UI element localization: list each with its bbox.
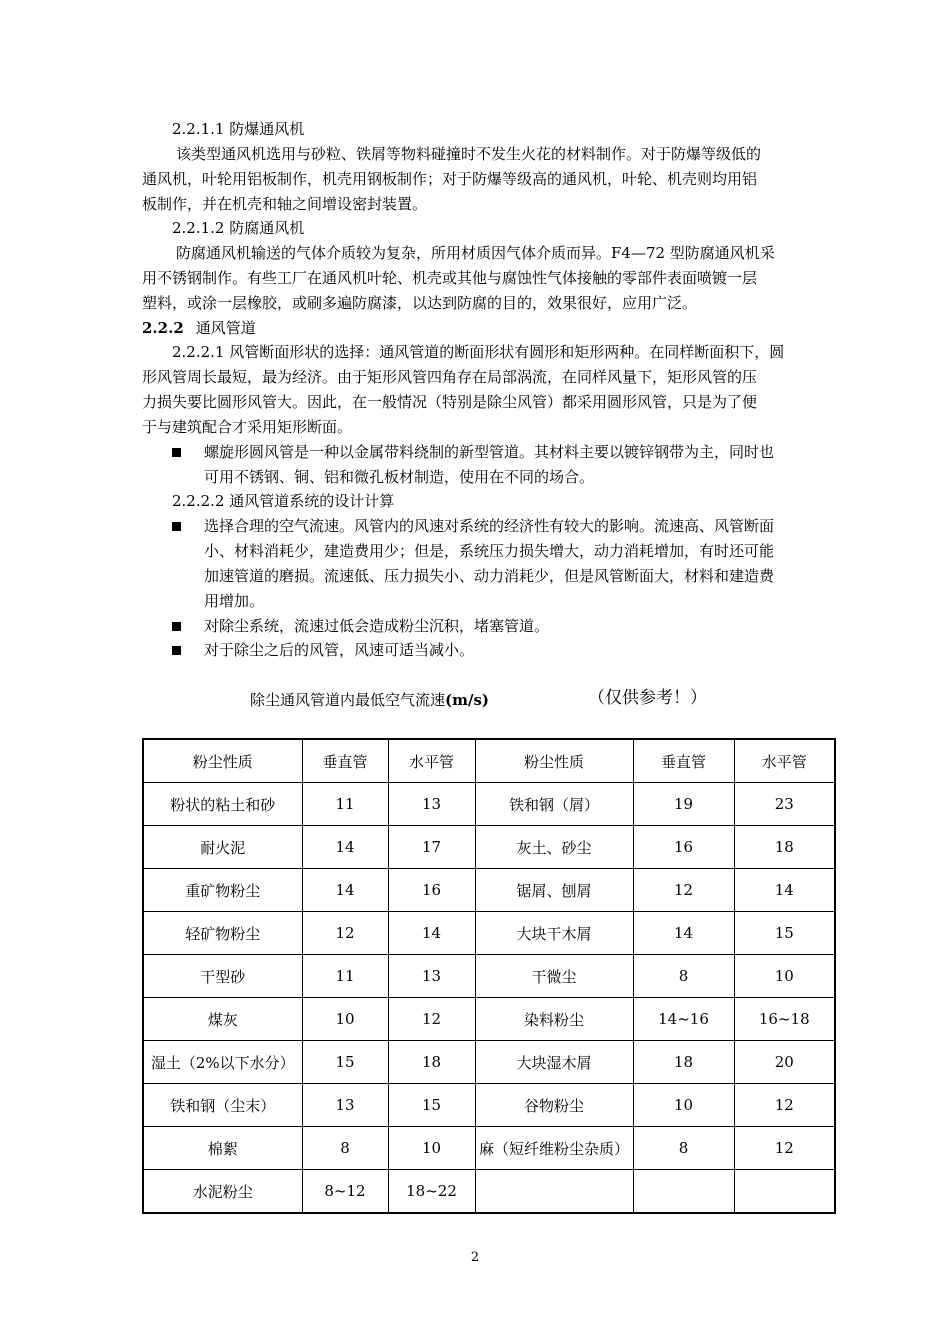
table-cell: 耐火泥: [143, 826, 302, 869]
table-caption-unit: (m/s): [445, 691, 490, 709]
table-cell: 15: [388, 1084, 475, 1127]
table-row: [143, 955, 835, 998]
table-header-row: [143, 739, 835, 783]
table-row: [143, 1127, 835, 1170]
paragraph-line: 力损失要比圆形风管大。因此，在一般情况（特别是除尘风管）都采用圆形风管，只是为了便: [142, 393, 758, 411]
table-cell: 17: [388, 826, 475, 869]
table-cell: 10: [388, 1127, 475, 1170]
table-cell: 染料粉尘: [475, 998, 633, 1041]
paragraph-line: 该类型通风机选用与砂粒、铁屑等物料碰撞时不发生火花的材料制作。对于防爆等级低的: [176, 145, 762, 163]
table-cell: 轻矿物粉尘: [143, 912, 302, 955]
paragraph-line: 防腐通风机输送的气体介质较为复杂，所用材质因气体介质而异。F4—72 型防腐通风机采: [176, 244, 775, 262]
table-row: [143, 1041, 835, 1084]
table-cell: 大块干木屑: [475, 912, 633, 955]
table-cell: 13: [388, 783, 475, 826]
table-cell: 12: [388, 998, 475, 1041]
table-cell: 锯屑、刨屑: [475, 869, 633, 912]
table-cell: 水泥粉尘: [143, 1170, 302, 1214]
bullet-square-icon: [172, 622, 181, 631]
table-cell: 干型砂: [143, 955, 302, 998]
table-cell: 11: [302, 783, 388, 826]
table-cell: 18~22: [388, 1170, 475, 1214]
paragraph-line: 于与建筑配合才采用矩形断面。: [142, 418, 353, 436]
table-row: [143, 1170, 835, 1214]
bullet-line: 可用不锈钢、铜、铝和微孔板材制造，使用在不同的场合。: [204, 468, 595, 486]
table-row: [143, 826, 835, 869]
bullet-line: 选择合理的空气流速。风管内的风速对系统的经济性有较大的影响。流速高、风管断面: [204, 517, 775, 535]
table-cell: 14~16: [633, 998, 734, 1041]
table-cell: 粉状的粘土和砂: [143, 783, 302, 826]
paragraph-line: 形风管周长最短，最为经济。由于矩形风管四角存在局部涡流，在同样风量下，矩形风管的压: [142, 368, 758, 386]
table-cell: [475, 1170, 633, 1214]
header-cell: 粉尘性质: [475, 739, 633, 783]
table-cell: 煤灰: [143, 998, 302, 1041]
table-cell: 18: [388, 1041, 475, 1084]
header-cell: 水平管: [388, 739, 475, 783]
bullet-line: 螺旋形圆风管是一种以金属带料绕制的新型管道。其材料主要以镀锌钢带为主，同时也: [204, 443, 775, 461]
table-cell: 16: [633, 826, 734, 869]
section-number: 2.2.2: [142, 319, 184, 337]
paragraph-line: 塑料，或涂一层橡胶，或刷多遍防腐漆，以达到防腐的目的，效果很好，应用广泛。: [142, 294, 698, 312]
dust-airflow-table: [142, 738, 836, 1214]
table-cell: 12: [633, 869, 734, 912]
table-cell: 13: [388, 955, 475, 998]
table-cell: 14: [302, 826, 388, 869]
table-cell: 11: [302, 955, 388, 998]
table-cell: 8: [302, 1127, 388, 1170]
table-cell: 10: [734, 955, 835, 998]
paragraph-line: 板制作，并在机壳和轴之间增设密封装置。: [142, 195, 428, 213]
table-cell: 8: [633, 955, 734, 998]
sub-heading-duct-design: 2.2.2.2 通风管道系统的设计计算: [172, 492, 395, 510]
page-number: 2: [470, 1250, 480, 1265]
table-cell: 16: [388, 869, 475, 912]
table-caption: [250, 688, 489, 712]
table-cell: 14: [734, 869, 835, 912]
section-heading-ventilation-duct: [142, 316, 842, 341]
table-caption-text: 除尘通风管道内最低空气流速: [250, 691, 446, 709]
bullet-square-icon: [172, 646, 181, 655]
table-cell: 重矿物粉尘: [143, 869, 302, 912]
table-cell: 10: [633, 1084, 734, 1127]
table-cell: 12: [734, 1127, 835, 1170]
table-cell: 14: [633, 912, 734, 955]
table-row: [143, 1084, 835, 1127]
table-cell: [734, 1170, 835, 1214]
table-cell: 14: [388, 912, 475, 955]
header-cell: 垂直管: [302, 739, 388, 783]
table-cell: 15: [302, 1041, 388, 1084]
table-cell: 12: [302, 912, 388, 955]
table-row: [143, 783, 835, 826]
table-cell: 15: [734, 912, 835, 955]
table-cell: 14: [302, 869, 388, 912]
table-cell: 12: [734, 1084, 835, 1127]
table-cell: 湿土（2%以下水分）: [143, 1041, 302, 1084]
header-cell: 水平管: [734, 739, 835, 783]
table-cell: 10: [302, 998, 388, 1041]
bullet-line: 对于除尘之后的风管，风速可适当减小。: [204, 641, 475, 659]
table-cell: 麻（短纤维粉尘杂质）: [475, 1127, 633, 1170]
table-row: [143, 869, 835, 912]
heading-anticorrosion-fan: 2.2.1.2 防腐通风机: [172, 219, 305, 237]
table-cell: 8: [633, 1127, 734, 1170]
section-title: 通风管道: [195, 319, 256, 337]
table-cell: 铁和钢（屑）: [475, 783, 633, 826]
table-cell: 干微尘: [475, 955, 633, 998]
table-cell: 19: [633, 783, 734, 826]
table-cell: 棉絮: [143, 1127, 302, 1170]
header-cell: 垂直管: [633, 739, 734, 783]
table-cell: 20: [734, 1041, 835, 1084]
paragraph-line: 用不锈钢制作。有些工厂在通风机叶轮、机壳或其他与腐蚀性气体接触的零部件表面喷镀一层: [142, 269, 758, 287]
table-cell: 铁和钢（尘末）: [143, 1084, 302, 1127]
bullet-line: 对除尘系统，流速过低会造成粉尘沉积，堵塞管道。: [204, 617, 550, 635]
bullet-square-icon: [172, 522, 181, 531]
table-cell: 谷物粉尘: [475, 1084, 633, 1127]
table-cell: 23: [734, 783, 835, 826]
table-cell: 16~18: [734, 998, 835, 1041]
heading-explosion-proof-fan: 2.2.1.1 防爆通风机: [172, 120, 305, 138]
bullet-line: 小、材料消耗少，建造费用少；但是，系统压力损失增大，动力消耗增加，有时还可能: [204, 542, 775, 560]
table-cell: 18: [633, 1041, 734, 1084]
paragraph-line: 通风机，叶轮用铝板制作，机壳用钢板制作；对于防爆等级高的通风机，叶轮、机壳则均用铝: [142, 170, 758, 188]
table-row: [143, 912, 835, 955]
table-cell: [633, 1170, 734, 1214]
table-cell: 8~12: [302, 1170, 388, 1214]
bullet-square-icon: [172, 448, 181, 457]
table-cell: 18: [734, 826, 835, 869]
table-row: [143, 998, 835, 1041]
table-cell: 大块湿木屑: [475, 1041, 633, 1084]
paragraph-line: 2.2.2.1 风管断面形状的选择：通风管道的断面形状有圆形和矩形两种。在同样断面积下，圆: [172, 343, 785, 361]
header-cell: 粉尘性质: [143, 739, 302, 783]
table-cell: 13: [302, 1084, 388, 1127]
bullet-line: 用增加。: [204, 592, 265, 610]
table-note: （仅供参考！）: [588, 688, 707, 708]
table-cell: 灰土、砂尘: [475, 826, 633, 869]
bullet-line: 加速管道的磨损。流速低、压力损失小、动力消耗少，但是风管断面大，材料和建造费: [204, 567, 775, 585]
